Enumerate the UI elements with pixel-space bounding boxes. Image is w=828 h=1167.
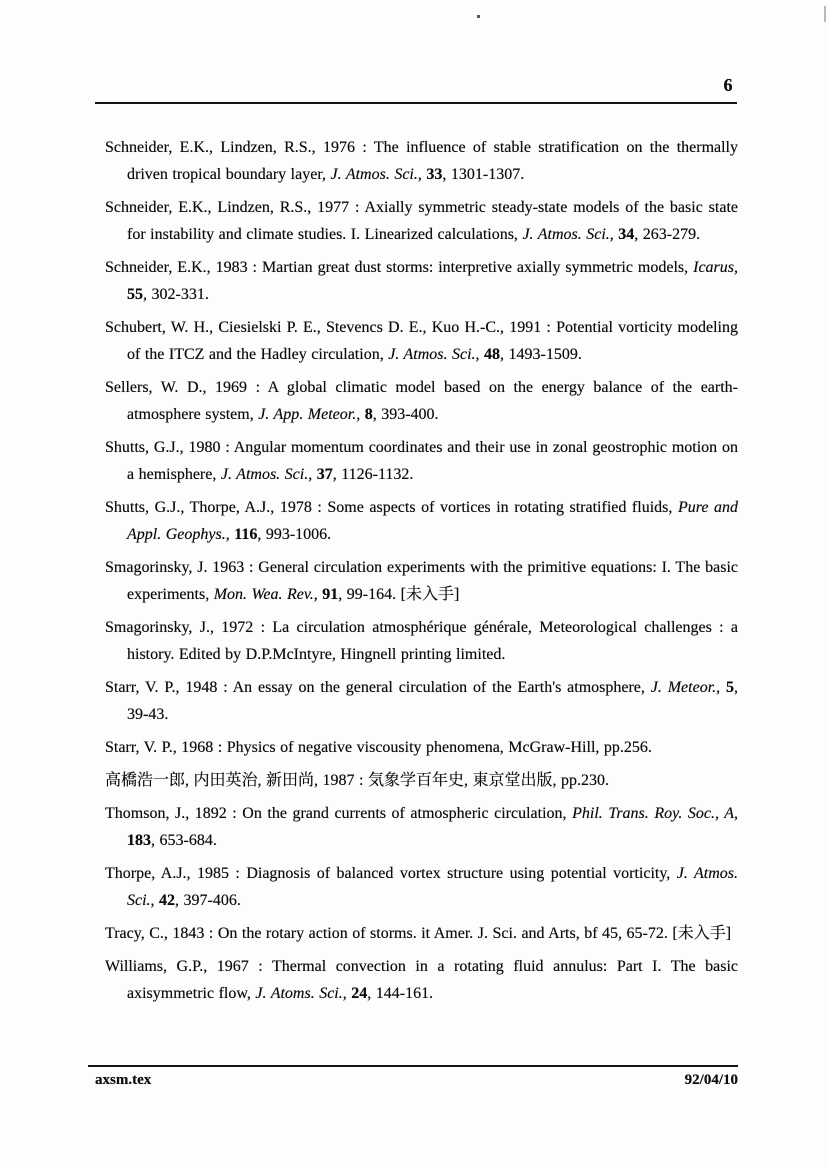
footer-rule <box>88 1065 738 1067</box>
reference-entry <box>105 734 738 761</box>
reference-text-segment: 33 <box>426 166 443 183</box>
reference-text-segment: , 1493-1509. <box>500 346 582 363</box>
reference-text-segment: , 1301-1307. <box>442 166 525 183</box>
reference-entry <box>105 134 738 188</box>
reference-text-segment: , <box>609 226 619 243</box>
reference-text-segment: 116 <box>234 526 258 543</box>
reference-text-segment: , <box>716 679 727 696</box>
reference-entry <box>105 800 738 854</box>
reference-text-segment: J. Atmos. Sci. <box>220 466 309 483</box>
reference-text-segment: , <box>356 406 365 423</box>
reference-entry <box>105 860 738 914</box>
reference-text-segment: , <box>475 346 485 363</box>
reference-text-segment: Tracy, C., 1843 : On the rotary action of storms. it Amer. J. Sci. and Arts, bf 45, 65-72. [未入手] <box>105 925 732 942</box>
reference-entry <box>105 254 738 308</box>
reference-text-segment: Starr, V. P., 1948 : An essay on the general circulation of the Earth's atmosphere, <box>105 679 651 696</box>
reference-text-segment: 24 <box>351 985 368 1002</box>
reference-text-segment: Schneider, E.K., Lindzen, R.S., 1977 : Axially symmetric steady-state models of the basic state for instability and climate studies. I. Linearized calculations, <box>105 199 738 243</box>
reference-text-segment: 5 <box>726 679 735 696</box>
reference-entry <box>105 767 738 794</box>
reference-text-segment: Mon. Wea. Rev. <box>213 586 314 603</box>
reference-text-segment: Icarus <box>693 259 734 276</box>
reference-text-segment: Smagorinsky, J., 1972 : La circulation atmosphérique générale, Meteorological challenges : a history. Edited by D.P.McIntyre, Hingnell printing limited. <box>105 619 738 663</box>
reference-text-segment: J. Meteor. <box>650 679 717 696</box>
reference-text-segment: , 393-400. <box>372 406 439 423</box>
reference-text-segment: J. Atmos. Sci. <box>522 226 610 243</box>
reference-text-segment: , <box>734 805 738 822</box>
reference-text-segment: 42 <box>159 892 176 909</box>
reference-text-segment: J. Atmos. Sci. <box>127 865 739 909</box>
reference-text-segment: , <box>150 892 160 909</box>
reference-text-segment: Schneider, E.K., Lindzen, R.S., 1976 : The influence of stable stratification on the thermally driven tropical boundary layer, <box>105 139 738 183</box>
reference-text-segment: 37 <box>316 466 333 483</box>
reference-text-segment: J. App. Meteor. <box>258 406 357 423</box>
reference-entry <box>105 194 738 248</box>
reference-text-segment: Schneider, E.K., 1983 : Martian great dust storms: interpretive axially symmetric models, <box>105 259 694 276</box>
reference-text-segment: Phil. Trans. Roy. Soc., A <box>572 805 734 822</box>
reference-text-segment: J. Atmos. Sci. <box>388 346 476 363</box>
reference-text-segment: 48 <box>484 346 501 363</box>
reference-text-segment: , 39-43. <box>127 679 739 723</box>
reference-text-segment: , 1126-1132. <box>332 466 414 483</box>
header-rule <box>95 102 737 104</box>
footer-date: 92/04/10 <box>684 1072 738 1088</box>
reference-text-segment: 高橋浩一郎, 内田英治, 新田尚, 1987 : 気象学百年史, 東京堂出版, pp.230. <box>105 772 609 789</box>
reference-text-segment: Schubert, W. H., Ciesielski P. E., Stevencs D. E., Kuo H.-C., 1991 : Potential vorticity modeling of the ITCZ and the Hadley circulation, <box>105 319 738 363</box>
footer-filename: axsm.tex <box>95 1072 152 1088</box>
reference-text-segment: 91 <box>322 586 339 603</box>
reference-text-segment: , <box>313 586 323 603</box>
reference-text-segment: , <box>308 466 317 483</box>
reference-text-segment: , 302-331. <box>143 286 209 303</box>
reference-entry <box>105 953 738 1007</box>
reference-text-segment: , 144-161. <box>367 985 434 1002</box>
reference-list <box>105 134 738 1013</box>
reference-entry <box>105 494 738 548</box>
reference-text-segment: 55 <box>127 286 143 303</box>
reference-text-segment: Thorpe, A.J., 1985 : Diagnosis of balanced vortex structure using potential vorticity, <box>105 865 677 882</box>
reference-entry <box>105 434 738 488</box>
reference-text-segment: Pure and Appl. Geophys. <box>127 499 738 543</box>
reference-entry <box>105 314 738 368</box>
scan-artifact-dot <box>477 15 480 18</box>
reference-text-segment: , <box>417 166 427 183</box>
reference-text-segment: Shutts, G.J., 1980 : Angular momentum coordinates and their use in zonal geostrophic motion on a hemisphere, <box>105 439 738 483</box>
reference-text-segment: , 653-684. <box>151 832 217 849</box>
reference-text-segment: , <box>225 526 235 543</box>
reference-text-segment: Thomson, J., 1892 : On the grand currents of atmospheric circulation, <box>105 805 573 822</box>
reference-entry <box>105 674 738 728</box>
reference-text-segment: , 99-164. [未入手] <box>338 586 460 603</box>
reference-entry <box>105 614 738 668</box>
reference-entry <box>105 554 738 608</box>
reference-text-segment: J. Atoms. Sci. <box>255 985 343 1002</box>
scan-artifact-edge <box>824 6 826 22</box>
reference-text-segment: Smagorinsky, J. 1963 : General circulation experiments with the primitive equations: I. The basic experiments, <box>105 559 738 603</box>
reference-text-segment: Williams, G.P., 1967 : Thermal convection in a rotating fluid annulus: Part I. The basic axisymmetric flow, <box>105 958 738 1002</box>
reference-text-segment: , 263-279. <box>634 226 701 243</box>
reference-text-segment: , 993-1006. <box>257 526 332 543</box>
reference-text-segment: , 397-406. <box>175 892 241 909</box>
reference-text-segment: Sellers, W. D., 1969 : A global climatic model based on the energy balance of the earth-atmosphere system, <box>105 379 738 423</box>
reference-text-segment: , <box>734 259 738 276</box>
reference-text-segment: Starr, V. P., 1968 : Physics of negative viscousity phenomena, McGraw-Hill, pp.256. <box>105 739 652 756</box>
reference-text-segment: J. Atmos. Sci. <box>330 166 418 183</box>
reference-text-segment: 183 <box>127 832 151 849</box>
reference-text-segment: , <box>342 985 352 1002</box>
reference-entry <box>105 920 738 947</box>
reference-entry <box>105 374 738 428</box>
reference-text-segment: 34 <box>618 226 635 243</box>
page-number: 6 <box>723 75 733 95</box>
reference-text-segment: 8 <box>364 406 373 423</box>
reference-text-segment: Shutts, G.J., Thorpe, A.J., 1978 : Some aspects of vortices in rotating stratified fluids, <box>105 499 678 516</box>
